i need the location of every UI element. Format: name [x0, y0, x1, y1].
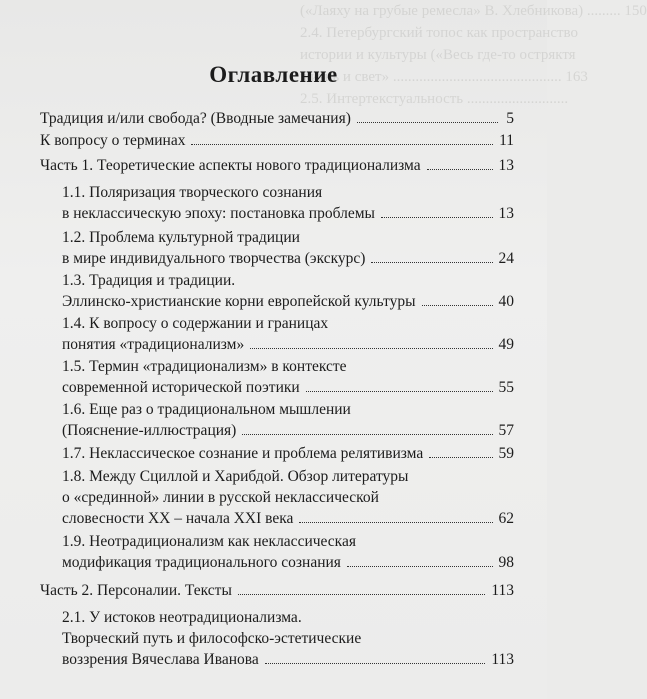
toc-entry[interactable]	[62, 313, 514, 355]
leader-dots	[427, 169, 493, 170]
toc-entry-text: Традиция и/или свобода? (Вводные замечания)	[40, 110, 351, 127]
toc-entry-text: Часть 2. Персоналии. Тексты	[40, 582, 232, 599]
page-number: 55	[498, 379, 514, 396]
bleed-line: 2.5. Интертекстуальность ...........................	[300, 91, 569, 107]
toc-entry-text: (Пояснение-иллюстрация)	[62, 422, 237, 439]
leader-dots	[250, 348, 492, 349]
toc-entry-text: 1.7. Неклассическое сознание и проблема релятивизма	[62, 445, 424, 462]
toc-entry[interactable]	[62, 227, 514, 269]
toc-entry-text: 1.1. Поляризация творческого сознания	[62, 184, 323, 201]
toc-entry[interactable]	[62, 607, 514, 670]
page-number: 11	[499, 132, 514, 149]
toc-entry-text: 1.5. Термин «традиционализм» в контексте	[62, 358, 347, 375]
page-number: 13	[498, 157, 514, 174]
page-number: 113	[491, 582, 514, 599]
toc-entry-text: К вопросу о терминах	[40, 132, 186, 149]
toc-entry-text: модификация традиционального сознания	[62, 554, 341, 571]
toc-entry-text: Творческий путь и философско-эстетические	[62, 630, 362, 647]
toc-entry-text: 1.4. К вопросу о содержании и границах	[62, 315, 329, 332]
toc-entry[interactable]	[40, 580, 514, 601]
toc-entry[interactable]	[62, 356, 514, 398]
page-number: 24	[498, 250, 514, 267]
toc-entry-text: воззрения Вячеслава Иванова	[62, 651, 259, 668]
toc-entry-text: 1.9. Неотрадиционализм как неклассическая	[62, 533, 356, 550]
leader-dots	[381, 217, 493, 218]
toc-entry-text: Эллинско-христианские корни европейской культуры	[62, 293, 416, 310]
leader-dots	[306, 391, 493, 392]
leader-dots	[265, 663, 486, 664]
leader-dots	[357, 122, 498, 123]
toc-entry-text: 1.3. Традиция и традиции.	[62, 272, 236, 289]
bleed-line: истории и культуры («Весь где-то остряктя	[300, 47, 576, 63]
page-number: 5	[506, 110, 514, 127]
leader-dots	[371, 262, 492, 263]
page-number: 98	[498, 554, 514, 571]
leader-dots	[422, 305, 493, 306]
page-number: 62	[498, 510, 514, 527]
toc-entry-text: о «срединной» линии в русской неклассической	[62, 489, 379, 506]
page-title: Оглавление	[209, 62, 338, 87]
toc-entry[interactable]	[40, 155, 514, 176]
toc-entry-text: в мире индивидуального творчества (экскурс)	[62, 250, 366, 267]
leader-dots	[299, 522, 492, 523]
leader-dots	[347, 566, 493, 567]
toc-entry-text: словесности XX – начала XXI века	[62, 510, 294, 527]
toc-entry-text: 1.2. Проблема культурной традиции	[62, 229, 300, 246]
toc-entry[interactable]	[62, 531, 514, 573]
bleed-line: жизнь и свет» ............................................. 163	[300, 69, 588, 85]
bleed-line: («Лаяху на грубые ремесла» В. Хлебникова) ......... 150	[300, 3, 647, 19]
toc-entry-text: современной исторической поэтики	[62, 379, 300, 396]
toc-entry[interactable]	[62, 270, 514, 312]
bleed-line: 2.4. Петербургский топос как пространство	[300, 25, 579, 41]
toc-entry[interactable]	[62, 182, 514, 224]
page-number: 113	[491, 651, 514, 668]
leader-dots	[429, 457, 492, 458]
toc-entry[interactable]	[62, 443, 514, 464]
toc-entry[interactable]	[62, 466, 514, 529]
toc-entry-text: в неклассическую эпоху: постановка проблемы	[62, 205, 375, 222]
toc-entry-text: понятия «традиционализм»	[62, 336, 245, 353]
page-number: 40	[498, 293, 514, 310]
toc-entry-text: 1.8. Между Сциллой и Харибдой. Обзор литературы	[62, 468, 409, 485]
page-number: 49	[498, 336, 514, 353]
page-number: 13	[498, 205, 514, 222]
toc-entry[interactable]	[62, 399, 514, 441]
leader-dots	[191, 144, 493, 145]
leader-dots	[242, 434, 492, 435]
toc-entry-text: 2.1. У истоков неотрадиционализма.	[62, 609, 302, 626]
page-number: 57	[498, 422, 514, 439]
toc-entry-text: 1.6. Еще раз о традициональном мышлении	[62, 401, 351, 418]
toc-entry[interactable]	[40, 108, 514, 129]
page-number: 59	[498, 445, 514, 462]
toc-entry-text: Часть 1. Теоретические аспекты нового традиционализма	[40, 157, 421, 174]
toc-entry[interactable]	[40, 130, 514, 151]
leader-dots	[238, 594, 485, 595]
